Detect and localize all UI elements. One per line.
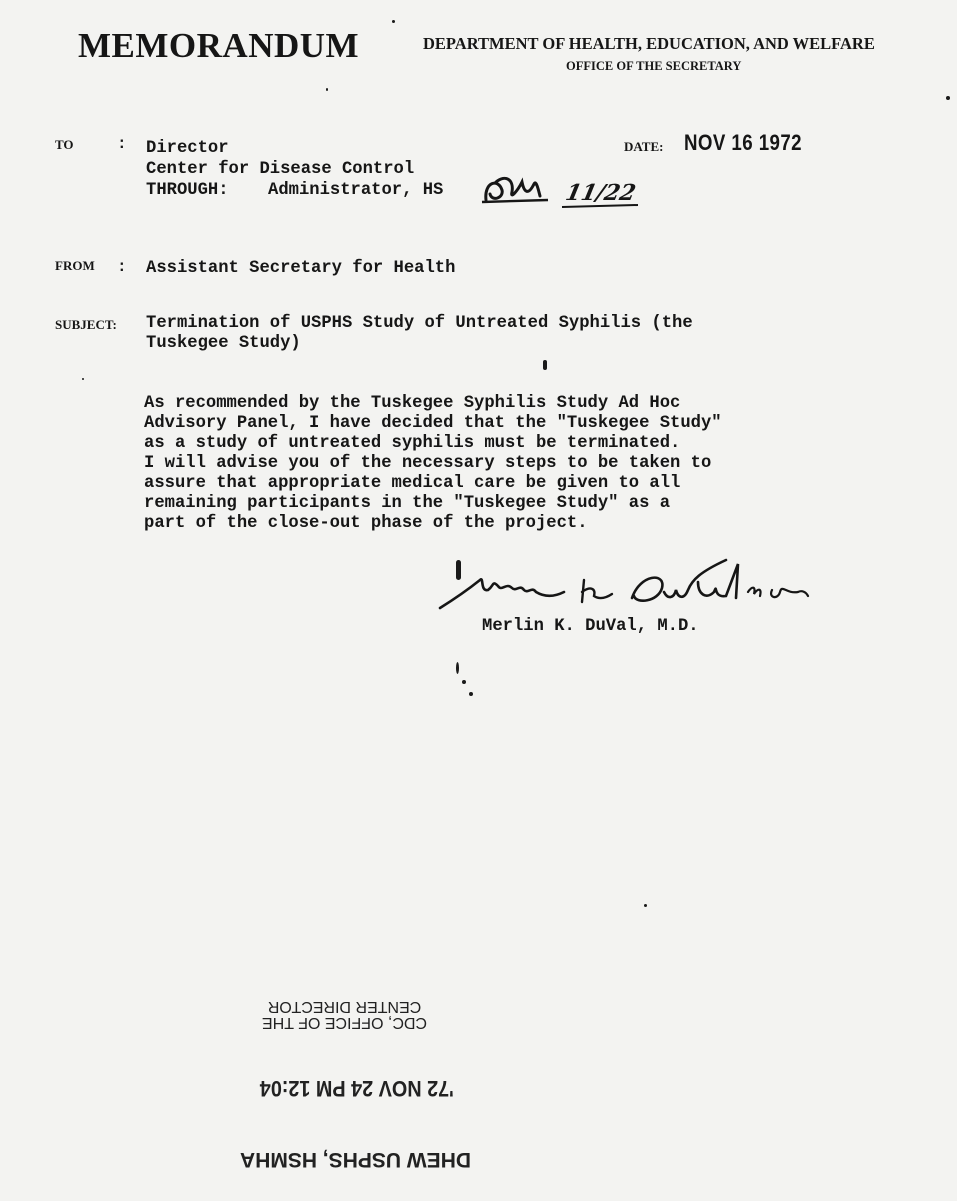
to-colon: : [117,135,127,153]
from-value: Assistant Secretary for Health [146,259,456,278]
agency-stamp: DHEW USPHS, HSMHA [240,1148,472,1171]
department-name: DEPARTMENT OF HEALTH, EDUCATION, AND WELFARE [423,34,875,53]
subject-label: SUBJECT: [55,317,117,332]
scan-speck [469,692,473,696]
to-label: TO [55,137,74,152]
handwritten-date-underline [560,203,640,211]
scan-speck [82,378,84,380]
handwritten-date: 11/22 [563,180,639,206]
from-colon: : [117,258,127,276]
scan-speck [543,360,547,370]
signer-name: Merlin K. DuVal, M.D. [482,617,699,636]
date-label: DATE: [624,139,664,154]
office-name: OFFICE OF THE SECRETARY [566,59,742,73]
scan-speck [462,680,466,684]
from-label: FROM [55,258,95,273]
scan-speck [456,560,461,580]
scan-speck [644,904,647,907]
date-stamp: NOV 16 1972 [684,130,802,155]
scan-speck [946,96,950,100]
through-label: THROUGH: [146,181,229,200]
office-stamp [262,998,427,1030]
memo-title: MEMORANDUM [78,26,360,65]
through-value: Administrator, HS [268,181,444,200]
subject-line-2: Tuskegee Study) [146,334,301,353]
handwritten-signature [436,552,816,614]
subject-line-1: Termination of USPHS Study of Untreated Syphilis (the [146,314,693,333]
memo-body: As recommended by the Tuskegee Syphilis Study Ad Hoc Advisory Panel, I have decided that the "Tuskegee Study" as a study of untreated syphilis must be terminated. I will advise you of the necessary steps to be taken to assure that appropriate medical care be given to all remaining participants in the "Tuskegee Study" as a part of the close-out phase of the project. [144,394,722,533]
scan-speck [456,662,459,674]
to-recipient-org: Center for Disease Control [146,160,415,179]
scan-speck [392,20,395,23]
office-stamp-line-1: CDC, OFFICE OF THE [262,1014,428,1031]
received-stamp: '72 NOV 24 PM 12:04 [259,1076,454,1101]
office-stamp-line-2: CENTER DIRECTOR [267,998,422,1015]
scan-speck [326,88,328,91]
to-recipient: Director [146,139,229,158]
